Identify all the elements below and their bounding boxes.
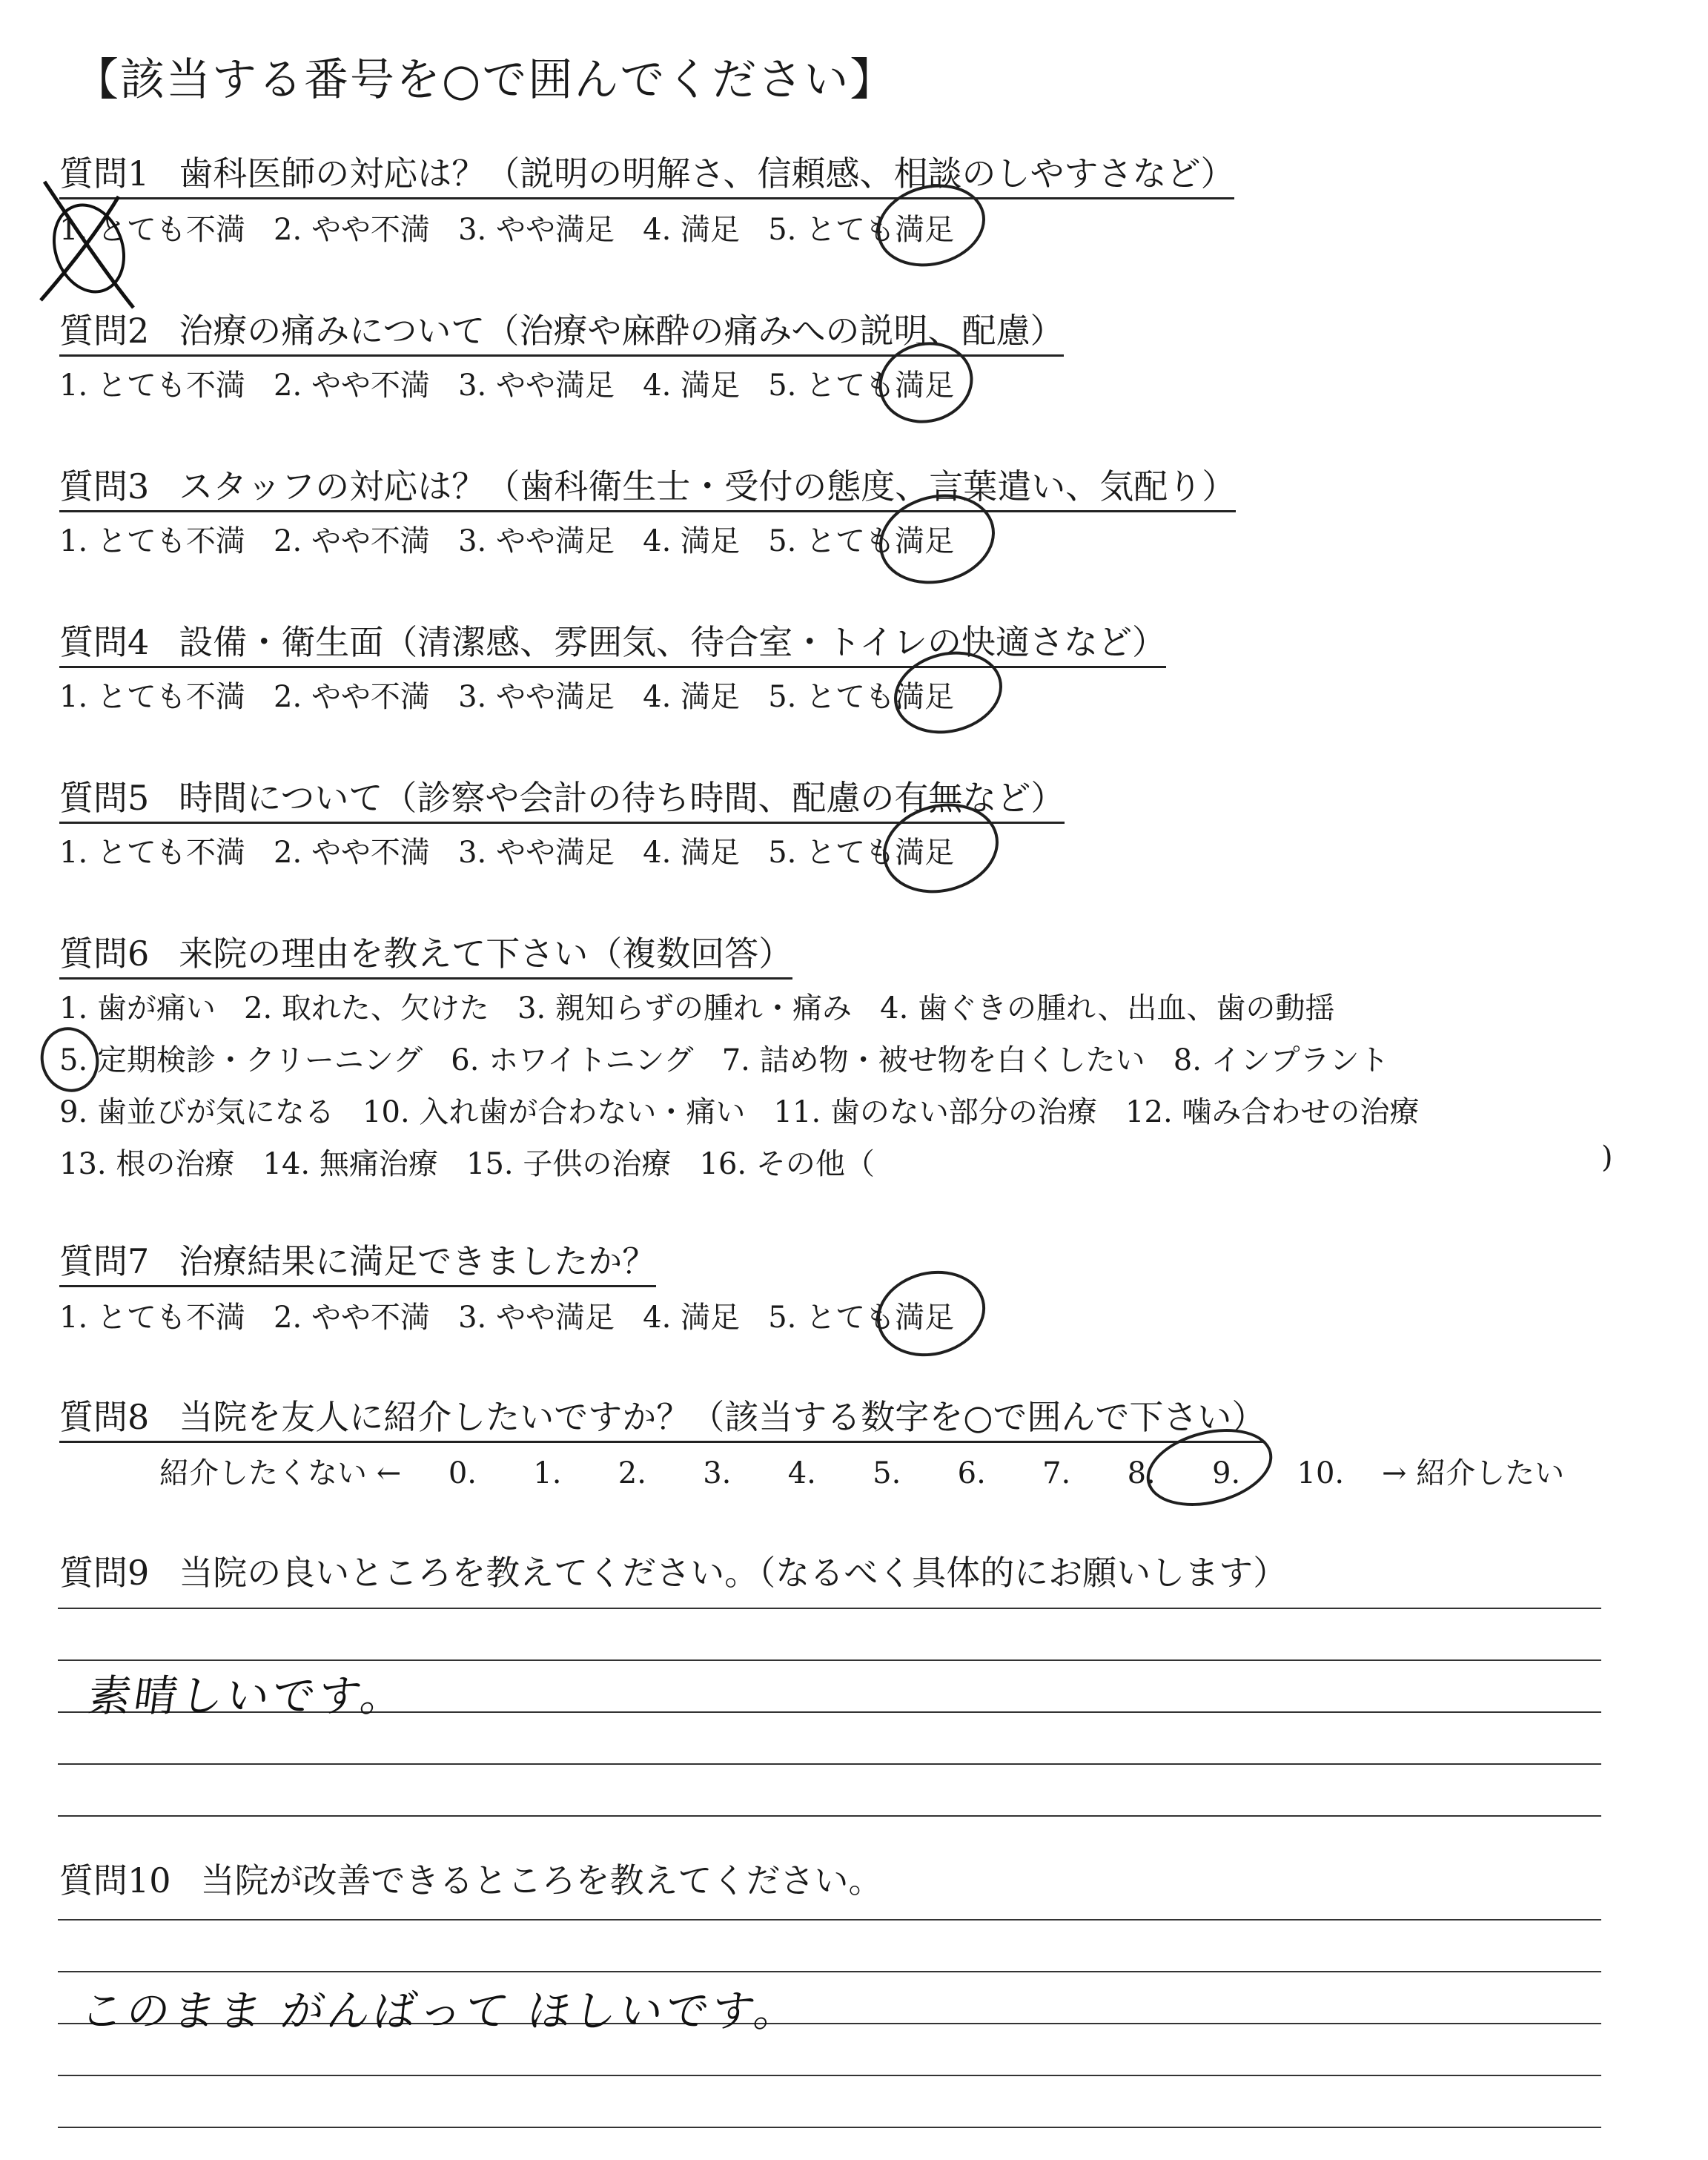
question-1: 質問1 歯科医師の対応は？（説明の明解さ、信頼感、相談のしやすさなど） — [59, 147, 1234, 199]
question-8-selected: 10. — [1297, 1456, 1345, 1490]
question-6-row-4[interactable]: 13. 根の治療 14. 無痛治療 15. 子供の治療 16. その他（ — [59, 1147, 875, 1181]
question-2: 質問2 治療の痛みについて（治療や麻酔の痛みへの説明、配慮） — [59, 304, 1064, 357]
form-title: 【該当する番号を○で囲んでください】 — [74, 54, 896, 106]
question-7-options[interactable]: 1. とても不満 2. やや不満 3. やや満足 4. 満足 5. とても満足 — [59, 1301, 955, 1335]
question-4: 質問4 設備・衛生面（清潔感、雰囲気、待合室・トイレの快適さなど） — [59, 615, 1166, 668]
answer-line — [58, 1763, 1601, 1765]
question-6-row-2[interactable]: 5. 定期検診・クリーニング 6. ホワイトニング 7. 詰め物・被せ物を白くしたい 8. インプラント — [59, 1043, 1389, 1077]
question-5-selected: 5. — [768, 836, 797, 870]
answer-line — [58, 1608, 1601, 1609]
circle-mark-q6 — [34, 1021, 106, 1098]
question-5: 質問5 時間について（診察や会計の待ち時間、配慮の有無など） — [59, 771, 1065, 824]
cross-out-mark-icon — [30, 167, 141, 315]
question-7-selected: 5. — [768, 1301, 797, 1335]
circle-mark-q7 — [868, 1260, 995, 1367]
question-10-answer[interactable]: このまま がんばって ほしいです。 — [77, 1986, 804, 2036]
question-1-options[interactable]: 1. とても不満 2. やや不満 3. やや満足 4. 満足 5. とても満足 — [59, 213, 955, 247]
other-close-paren: ) — [1601, 1140, 1613, 1175]
question-10: 質問10 当院が改善できるところを教えてください。 — [59, 1860, 883, 1900]
question-5-options[interactable]: 1. とても不満 2. やや不満 3. やや満足 4. 満足 5. とても満足 — [59, 836, 955, 870]
question-6-option-5-number: 5. — [59, 1043, 88, 1077]
question-3: 質問3 スタッフの対応は？（歯科衛生士・受付の態度、言葉遣い、気配り） — [59, 460, 1236, 512]
answer-line — [58, 1815, 1601, 1817]
question-3-options[interactable]: 1. とても不満 2. やや不満 3. やや満足 4. 満足 5. とても満足 — [59, 524, 955, 558]
question-9: 質問9 当院の良いところを教えてください。（なるべく具体的にお願いします） — [59, 1553, 1288, 1593]
question-6: 質問6 来院の理由を教えて下さい（複数回答） — [59, 927, 792, 980]
question-2-selected: 5. — [768, 369, 797, 403]
question-4-selected: 5. — [768, 680, 797, 714]
question-4-options[interactable]: 1. とても不満 2. やや不満 3. やや満足 4. 満足 5. とても満足 — [59, 680, 955, 714]
question-9-answer[interactable]: 素晴しいです。 — [85, 1671, 411, 1721]
question-2-options[interactable]: 1. とても不満 2. やや不満 3. やや満足 4. 満足 5. とても満足 — [59, 369, 955, 403]
answer-line — [58, 1971, 1601, 1972]
question-8: 質問8 当院を友人に紹介したいですか？（該当する数字を○で囲んで下さい） — [59, 1390, 1265, 1443]
answer-line — [58, 2127, 1601, 2128]
question-7: 質問7 治療結果に満足できましたか？ — [59, 1235, 656, 1287]
question-8-scale[interactable]: 紹介したくない ← 0. 1. 2. 3. 4. 5. 6. 7. 8. 9. 10. → 紹介したい — [159, 1456, 1565, 1490]
question-1-selected: 5. — [768, 213, 797, 247]
answer-line — [58, 2075, 1601, 2076]
question-3-selected: 5. — [768, 524, 797, 558]
answer-line — [58, 1919, 1601, 1920]
question-6-row-1[interactable]: 1. 歯が痛い 2. 取れた、欠けた 3. 親知らずの腫れ・痛み 4. 歯ぐきの腫れ、出血、歯の動揺 — [59, 991, 1335, 1025]
question-6-row-3[interactable]: 9. 歯並びが気になる 10. 入れ歯が合わない・痛い 11. 歯のない部分の治療 12. 噛み合わせの治療 — [59, 1095, 1420, 1129]
